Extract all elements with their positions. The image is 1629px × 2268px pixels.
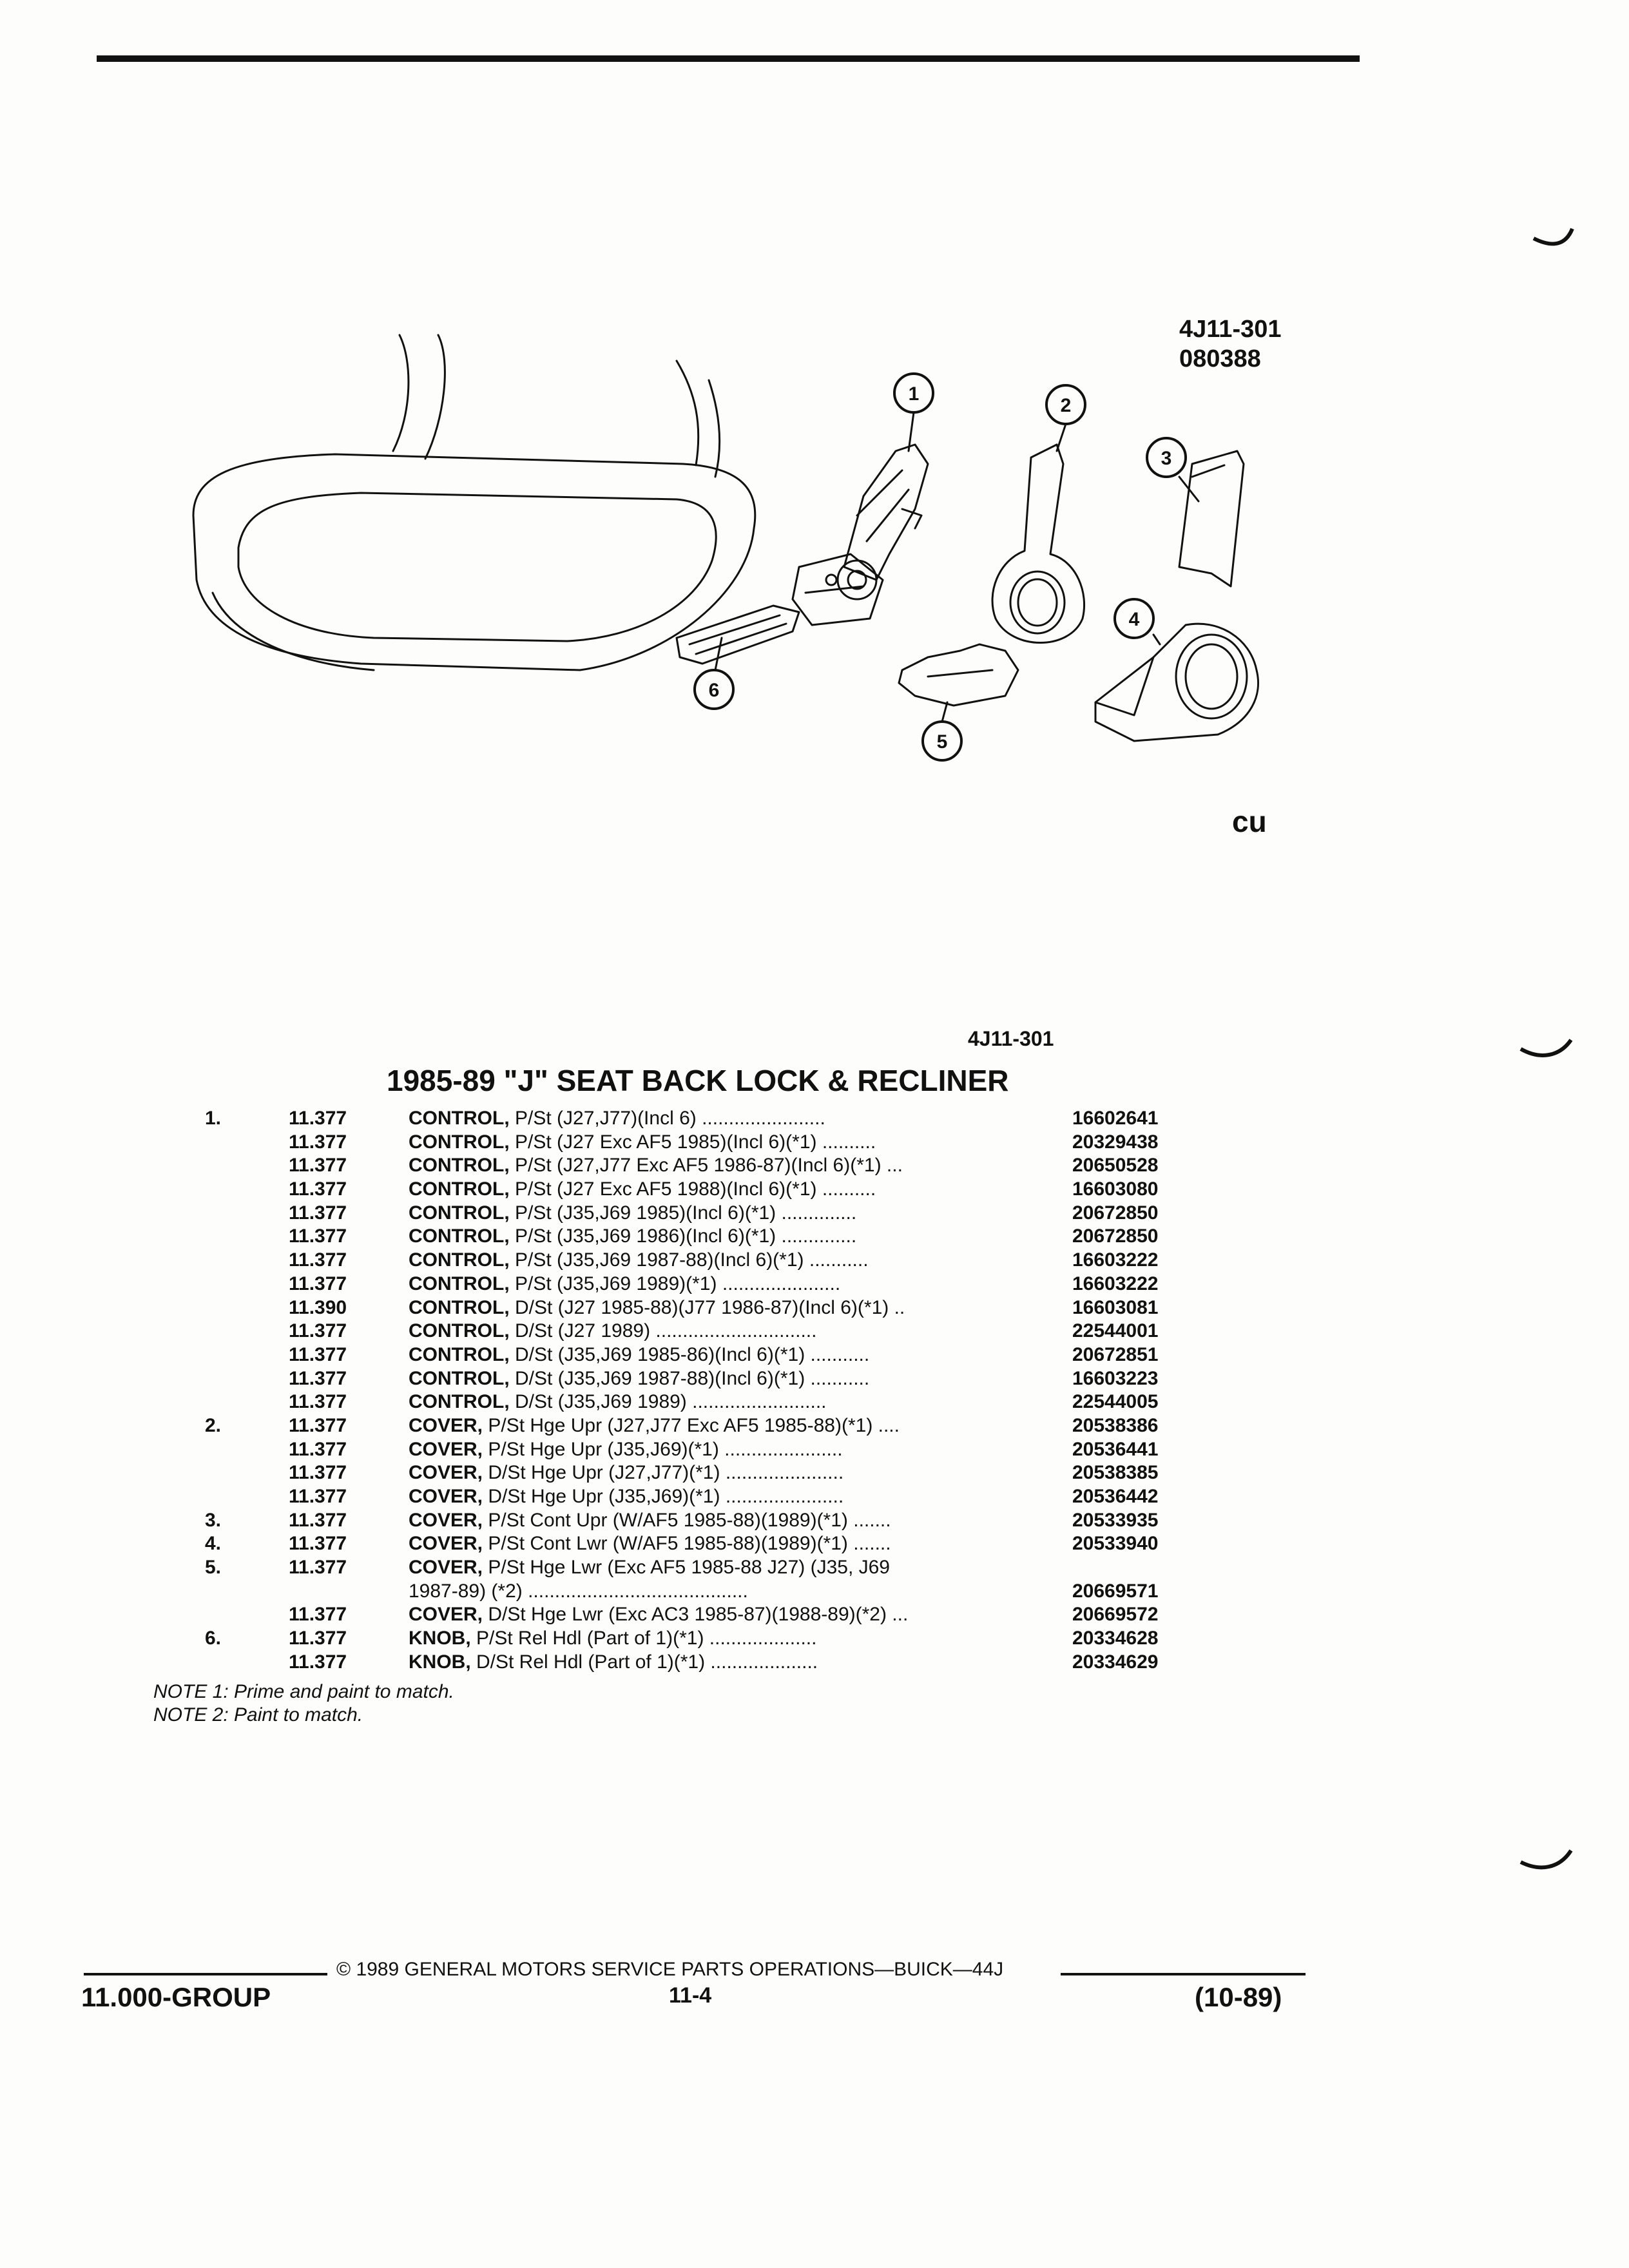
group-number: 11.377 [289, 1486, 347, 1507]
part-description [409, 1461, 843, 1485]
table-row [0, 1273, 1629, 1296]
group-number: 11.377 [289, 1628, 347, 1649]
part-number: 20536442 [1072, 1486, 1159, 1507]
part-number: 22544005 [1072, 1391, 1159, 1413]
group-number: 11.377 [289, 1651, 347, 1673]
part-detail: P/St (J35,J69 1989)(*1) ...................... [509, 1273, 841, 1294]
part-number: 20669572 [1072, 1604, 1159, 1626]
section-title: 1985-89 "J" SEAT BACK LOCK & RECLINER [387, 1064, 1009, 1097]
parts-list [0, 1107, 1629, 1675]
table-row [0, 1154, 1629, 1178]
margin-mark-2 [1514, 1031, 1579, 1070]
part-name: CONTROL, [409, 1391, 510, 1413]
part-description [409, 1131, 876, 1154]
footer-copyright: © 1989 GENERAL MOTORS SERVICE PARTS OPERATIONS—BUICK—44J [336, 1959, 1004, 1980]
table-row [0, 1532, 1629, 1556]
svg-text:3: 3 [1161, 448, 1172, 469]
part-number: 20538386 [1072, 1414, 1159, 1436]
table-row [0, 1485, 1629, 1509]
group-number: 11.377 [289, 1367, 347, 1389]
group-number: 11.377 [289, 1343, 347, 1365]
callout-1 [894, 374, 933, 412]
svg-text:1: 1 [908, 383, 920, 405]
part-name: KNOB, [409, 1628, 471, 1649]
table-row [0, 1651, 1629, 1675]
part-description [409, 1390, 827, 1414]
leader-5 [942, 702, 947, 722]
part-detail: D/St Hge Upr (J27,J77)(*1) ...................... [483, 1462, 844, 1484]
part-description [409, 1438, 843, 1461]
table-row [0, 1580, 1629, 1604]
margin-mark-3 [1514, 1843, 1579, 1881]
part-number: 20672850 [1072, 1225, 1159, 1247]
control-cover-lower-drawing [1095, 624, 1258, 741]
part-number: 16603222 [1072, 1273, 1159, 1294]
part-detail: D/St (J27 1985-88)(J77 1986-87)(Incl 6)(*1) .. [509, 1296, 905, 1318]
part-number: 16603223 [1072, 1367, 1159, 1389]
group-number: 11.377 [289, 1225, 347, 1247]
part-name: COVER, [409, 1509, 483, 1531]
part-name: CONTROL, [409, 1249, 510, 1271]
part-number: 20672851 [1072, 1343, 1159, 1365]
footer-rule-left [84, 1973, 327, 1975]
table-row [0, 1461, 1629, 1485]
part-number: 20538385 [1072, 1462, 1159, 1484]
part-number: 16603081 [1072, 1296, 1159, 1318]
table-row [0, 1438, 1629, 1462]
svg-text:6: 6 [708, 680, 720, 701]
part-name: COVER, [409, 1486, 483, 1507]
part-description [409, 1178, 876, 1201]
part-name: CONTROL, [409, 1155, 510, 1177]
part-detail: P/St Hge Upr (J35,J69)(*1) ...................... [483, 1438, 843, 1460]
group-number: 11.377 [289, 1462, 347, 1484]
callout-4 [1115, 599, 1153, 638]
callout-2 [1046, 385, 1085, 424]
part-number: 20672850 [1072, 1202, 1159, 1224]
item-number: 1. [205, 1108, 222, 1129]
part-detail: P/St Hge Upr (J27,J77 Exc AF5 1985-88)(*1) .... [483, 1414, 900, 1436]
table-row [0, 1556, 1629, 1580]
part-description [409, 1225, 856, 1248]
part-description [409, 1485, 843, 1508]
part-description [409, 1320, 816, 1343]
group-number: 11.377 [289, 1509, 347, 1531]
table-row [0, 1202, 1629, 1225]
item-number: 3. [205, 1509, 222, 1531]
part-detail: P/St Rel Hdl (Part of 1)(*1) .................... [470, 1628, 817, 1649]
leader-3 [1179, 477, 1199, 501]
note-2: NOTE 2: Paint to match. [153, 1704, 363, 1725]
table-row [0, 1390, 1629, 1414]
table-row [0, 1343, 1629, 1367]
group-number: 11.377 [289, 1391, 347, 1413]
figure-date: 080388 [1179, 345, 1261, 372]
part-number: 16602641 [1072, 1108, 1159, 1129]
part-detail: P/St (J35,J69 1986)(Incl 6)(*1) .............. [509, 1225, 857, 1247]
table-row [0, 1367, 1629, 1391]
part-detail: P/St (J27 Exc AF5 1988)(Incl 6)(*1) .......... [509, 1178, 876, 1200]
part-number: 22544001 [1072, 1320, 1159, 1342]
part-description [409, 1651, 818, 1674]
part-detail: D/St (J35,J69 1985-86)(Incl 6)(*1) ........... [509, 1343, 870, 1365]
callout-3 [1147, 438, 1186, 477]
table-row [0, 1414, 1629, 1438]
part-number: 20533935 [1072, 1509, 1159, 1531]
table-row [0, 1249, 1629, 1273]
control-cover-upper-drawing [1179, 451, 1244, 586]
table-row [0, 1603, 1629, 1627]
part-name: CONTROL, [409, 1225, 510, 1247]
group-number: 11.377 [289, 1273, 347, 1294]
part-detail: P/St (J27,J77)(Incl 6) ....................... [509, 1108, 825, 1129]
group-number: 11.377 [289, 1249, 347, 1271]
group-number: 11.377 [289, 1320, 347, 1342]
item-number: 6. [205, 1628, 222, 1649]
part-name: CONTROL, [409, 1296, 510, 1318]
part-description [409, 1296, 905, 1320]
part-description [409, 1603, 908, 1626]
lower-hinge-cover-drawing [899, 644, 1018, 706]
table-row [0, 1320, 1629, 1343]
group-number: 11.377 [289, 1557, 347, 1579]
part-description [409, 1343, 869, 1367]
part-description [409, 1107, 825, 1130]
part-number: 20533940 [1072, 1533, 1159, 1555]
part-description [409, 1509, 891, 1532]
part-detail: P/St Cont Upr (W/AF5 1985-88)(1989)(*1) ....... [483, 1509, 891, 1531]
item-number: 2. [205, 1414, 222, 1436]
knob-drawing [677, 606, 799, 664]
upper-hinge-cover-drawing [992, 445, 1084, 643]
part-detail: D/St Rel Hdl (Part of 1)(*1) .................... [470, 1651, 818, 1673]
part-name: KNOB, [409, 1651, 471, 1673]
notes [153, 1680, 454, 1727]
part-number: 20334628 [1072, 1628, 1159, 1649]
part-name: CONTROL, [409, 1367, 510, 1389]
part-name: CONTROL, [409, 1108, 510, 1129]
part-description [409, 1273, 840, 1296]
part-description [409, 1414, 900, 1437]
footer-date: (10-89) [1195, 1982, 1282, 2012]
part-name: COVER, [409, 1462, 483, 1484]
recliner-control-drawing [793, 445, 928, 625]
part-description [409, 1249, 869, 1272]
callout-5 [923, 722, 961, 760]
svg-text:5: 5 [936, 731, 948, 753]
section-ref-code: 4J11-301 [968, 1027, 1054, 1050]
part-name: CONTROL, [409, 1131, 510, 1153]
part-name: CONTROL, [409, 1343, 510, 1365]
part-number: 20650528 [1072, 1155, 1159, 1177]
callout-6 [695, 670, 733, 709]
part-detail: P/St Hge Lwr (Exc AF5 1985-88 J27) (J35, J69 [483, 1557, 890, 1579]
footer-page-number: 11-4 [669, 1983, 712, 2008]
part-name: COVER, [409, 1604, 483, 1626]
svg-text:2: 2 [1060, 395, 1072, 416]
item-number: 5. [205, 1557, 222, 1579]
part-description [409, 1367, 869, 1390]
seat-cushion-drawing [193, 335, 755, 670]
table-row [0, 1296, 1629, 1320]
group-number: 11.390 [289, 1296, 347, 1318]
part-name: COVER, [409, 1557, 483, 1579]
part-detail: P/St (J27,J77 Exc AF5 1986-87)(Incl 6)(*1) ... [509, 1155, 903, 1177]
part-number: 20329438 [1072, 1131, 1159, 1153]
part-description [409, 1202, 856, 1225]
part-detail: P/St (J35,J69 1987-88)(Incl 6)(*1) ........... [509, 1249, 869, 1271]
group-number: 11.377 [289, 1438, 347, 1460]
footer-group: 11.000-GROUP [81, 1982, 271, 2012]
leader-2 [1057, 424, 1066, 451]
part-number: 20669571 [1072, 1580, 1159, 1602]
part-name: COVER, [409, 1414, 483, 1436]
group-number: 11.377 [289, 1533, 347, 1555]
part-detail: D/St (J35,J69 1987-88)(Incl 6)(*1) ........... [509, 1367, 870, 1389]
group-number: 11.377 [289, 1155, 347, 1177]
part-description [409, 1580, 748, 1603]
figure-code: 4J11-301 [1179, 316, 1282, 343]
part-description [409, 1532, 891, 1555]
leader-4 [1153, 635, 1160, 644]
group-number: 11.377 [289, 1131, 347, 1153]
part-detail: 1987-89) (*2) ......................................... [409, 1580, 748, 1602]
part-number: 20536441 [1072, 1438, 1159, 1460]
corner-mark: cu [1232, 805, 1267, 838]
table-row [0, 1509, 1629, 1533]
seat-recliner-illustration [0, 0, 1629, 838]
table-row [0, 1107, 1629, 1131]
part-name: CONTROL, [409, 1320, 510, 1342]
svg-text:4: 4 [1128, 609, 1140, 630]
part-name: COVER, [409, 1533, 483, 1555]
part-detail: D/St Hge Upr (J35,J69)(*1) ...................... [483, 1486, 844, 1507]
table-row [0, 1178, 1629, 1202]
group-number: 11.377 [289, 1414, 347, 1436]
part-detail: D/St Hge Lwr (Exc AC3 1985-87)(1988-89)(*2) ... [483, 1604, 909, 1626]
part-detail: P/St Cont Lwr (W/AF5 1985-88)(1989)(*1) ....... [483, 1533, 891, 1555]
part-detail: P/St (J35,J69 1985)(Incl 6)(*1) .............. [509, 1202, 857, 1224]
table-row [0, 1225, 1629, 1249]
part-detail: D/St (J27 1989) .............................. [509, 1320, 817, 1342]
group-number: 11.377 [289, 1108, 347, 1129]
table-row [0, 1627, 1629, 1651]
group-number: 11.377 [289, 1178, 347, 1200]
part-detail: D/St (J35,J69 1989) ......................... [509, 1391, 827, 1413]
part-name: CONTROL, [409, 1178, 510, 1200]
note-1: NOTE 1: Prime and paint to match. [153, 1681, 454, 1702]
part-number: 16603222 [1072, 1249, 1159, 1271]
item-number: 4. [205, 1533, 222, 1555]
part-description [409, 1627, 816, 1650]
part-detail: P/St (J27 Exc AF5 1985)(Incl 6)(*1) .......... [509, 1131, 876, 1153]
part-number: 16603080 [1072, 1178, 1159, 1200]
part-description [409, 1556, 890, 1579]
part-description [409, 1154, 903, 1177]
part-name: CONTROL, [409, 1273, 510, 1294]
part-number: 20334629 [1072, 1651, 1159, 1673]
group-number: 11.377 [289, 1202, 347, 1224]
leader-6 [715, 638, 722, 670]
part-name: COVER, [409, 1438, 483, 1460]
table-row [0, 1131, 1629, 1155]
group-number: 11.377 [289, 1604, 347, 1626]
footer-rule-right [1061, 1973, 1306, 1975]
part-name: CONTROL, [409, 1202, 510, 1224]
margin-mark-1 [1534, 229, 1572, 244]
